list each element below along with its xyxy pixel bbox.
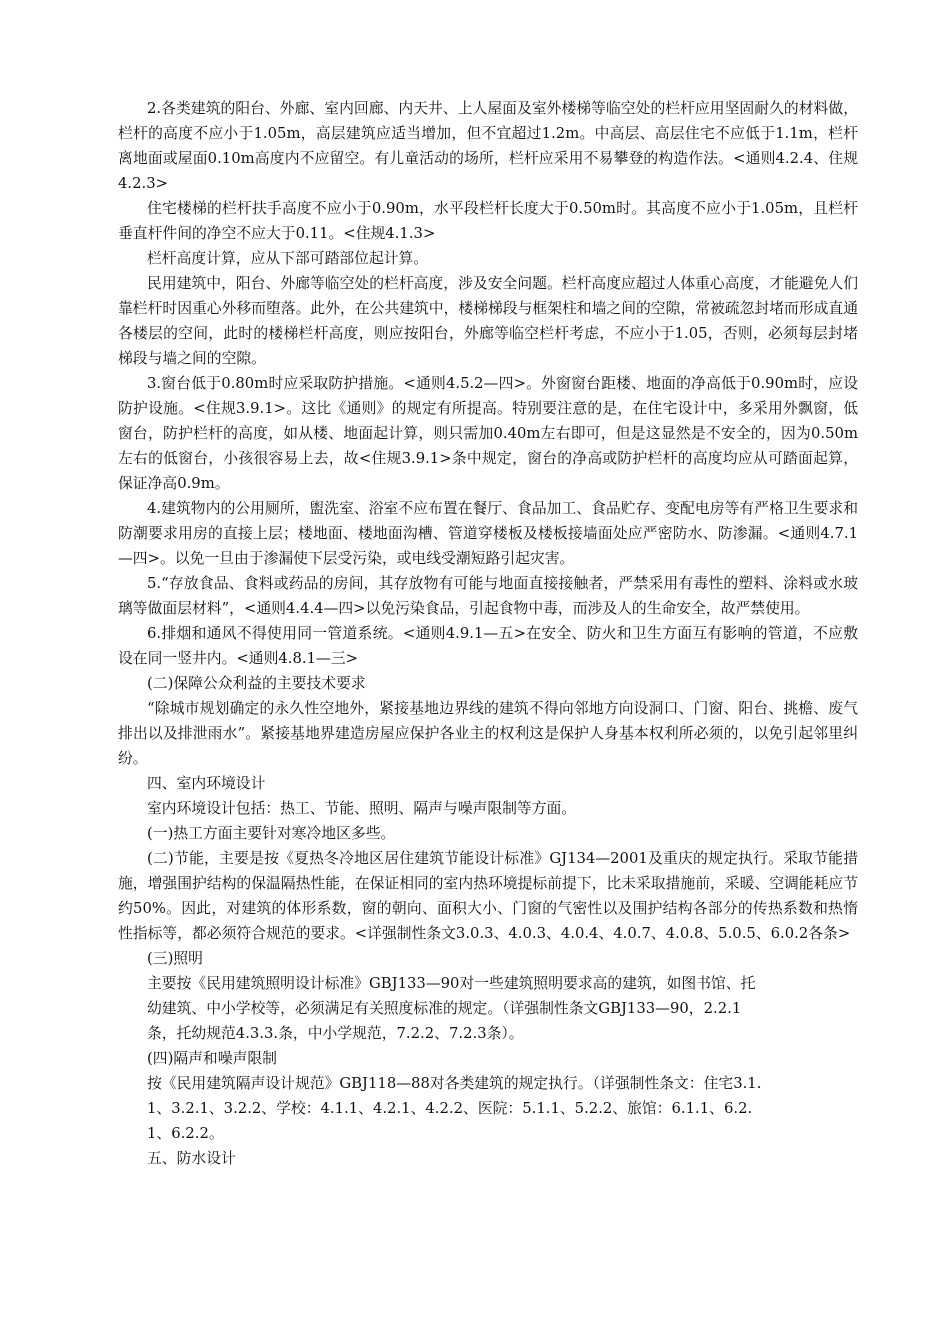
paragraph-thermal: (一)热工方面主要针对寒冷地区多些。: [147, 825, 396, 842]
paragraph-toilet-placement: 4.建筑物内的公用厕所，盥洗室、浴室不应布置在餐厅、食品加工、食品贮存、变配电房等有严格卫生要求和防潮要求用房的直接上层；楼地面、楼地面沟槽、管道穿楼板及楼板接墙面处应严密防水、防渗漏。<通则4.7.1—四>。以免一旦由于渗漏使下层受污染，或电线受潮短路引起灾害。: [118, 500, 858, 567]
paragraph-smoke-exhaust: 6.排烟和通风不得使用同一管道系统。<通则4.9.1—五>在安全、防火和卫生方面互有影响的管道，不应敷设在同一竖井内。<通则4.8.1—三>: [118, 625, 858, 667]
heading-lighting: (三)照明: [147, 950, 203, 967]
paragraph-stair-railing: 住宅楼梯的栏杆扶手高度不应小于0.90m，水平段栏杆长度大于0.50m时。其高度不应小于1.05m，且栏杆垂直杆件间的净空不应大于0.11。<住规4.1.3>: [118, 200, 858, 242]
document-page: [118, 96, 858, 1171]
heading-public-interest: (二)保障公众利益的主要技术要求: [147, 675, 366, 692]
paragraph-railing-calc: 栏杆高度计算，应从下部可踏部位起计算。: [147, 250, 429, 267]
paragraph-railing-height: 2.各类建筑的阳台、外廊、室内回廊、内天井、上人屋面及室外楼梯等临空处的栏杆应用坚固耐久的材料做，栏杆的高度不应小于1.05m，高层建筑应适当增加，但不宜超过1.2m。中高层、高层住宅不应低于1.1m，栏杆离地面或屋面0.10m高度内不应留空。有儿童活动的场所，栏杆应采用不易攀登的构造作法。<通则4.2.4、住规4.2.3>: [118, 100, 858, 192]
heading-waterproofing: 五、防水设计: [147, 1150, 236, 1167]
heading-sound-insulation: (四)隔声和噪声限制: [147, 1050, 277, 1067]
paragraph-railing-safety: 民用建筑中，阳台、外廊等临空处的栏杆高度，涉及安全问题。栏杆高度应超过人体重心高度，才能避免人们靠栏杆时因重心外移而堕落。此外，在公共建筑中，楼梯梯段与框架柱和墙之间的空隙，常被疏忽封堵而形成直通各楼层的空间，此时的楼梯栏杆高度，则应按阳台，外廊等临空栏杆考虑，不应小于1.05，否则，必须每层封堵梯段与墙之间的空隙。: [118, 275, 858, 367]
heading-indoor-environment: 四、室内环境设计: [147, 775, 266, 792]
paragraph-window-sill: 3.窗台低于0.80m时应采取防护措施。<通则4.5.2—四>。外窗窗台距楼、地面的净高低于0.90m时，应设防护设施。<住规3.9.1>。这比《通则》的规定有所提高。特别要注意的是，在住宅设计中，多采用外飘窗，低窗台，防护栏杆的高度，如从楼、地面起计算，则只需加0.40m左右即可，但是这显然是不安全的，因为0.50m左右的低窗台，小孩很容易上去，故<住规3.9.1>条中规定，窗台的净高或防护栏杆的高度均应从可踏面起算，保证净高0.9m。: [118, 375, 858, 492]
paragraph-energy-saving: (二)节能，主要是按《夏热冬冷地区居住建筑节能设计标准》GJ134—2001及重庆的规定执行。采取节能措施，增强围护结构的保温隔热性能，在保证相同的室内热环境提标前提下，比未采取措施前，采暖、空调能耗应节约50%。因此，对建筑的体形系数，窗的朝向、面积大小、门窗的气密性以及围护结构各部分的传热系数和热惰性指标等，都必须符合规范的要求。<详强制性条文3.0.3、4.0.3、4.0.4、4.0.7、4.0.8、5.0.5、6.0.2各条>: [118, 850, 858, 942]
paragraph-sound-insulation: 按《民用建筑隔声设计规范》GBJ118—88对各类建筑的规定执行。（详强制性条文：住宅3.1.1、3.2.1、3.2.2、学校：4.1.1、4.2.1、4.2.2、医院：5.1.1、5.2.2、旅馆：6.1.1、6.2.1、6.2.2。: [147, 1075, 762, 1142]
paragraph-food-storage: 5.“存放食品、食料或药品的房间，其存放物有可能与地面直接接触者，严禁采用有毒性的塑料、涂料或水玻璃等做面层材料”，<通则4.4.4—四>以免污染食品，引起食物中毒，而涉及人的生命安全，故严禁使用。: [118, 575, 858, 617]
paragraph-lighting: 主要按《民用建筑照明设计标准》GBJ133—90对一些建筑照明要求高的建筑，如图书馆、托幼建筑、中小学校等，必须满足有关照度标准的规定。（详强制性条文GBJ133—90，2.2.1条，托幼规范4.3.3.条，中小学规范，7.2.2、7.2.3条）。: [147, 975, 756, 1042]
paragraph-boundary: “除城市规划确定的永久性空地外，紧接基地边界线的建筑不得向邻地方向设洞口、门窗、阳台、挑檐、废气排出以及排泄雨水”。紧接基地界建造房屋应保护各业主的权利这是保护人身基本权利所必须的，以免引起邻里纠纷。: [118, 700, 858, 767]
paragraph-indoor-scope: 室内环境设计包括：热工、节能、照明、隔声与噪声限制等方面。: [147, 800, 577, 817]
